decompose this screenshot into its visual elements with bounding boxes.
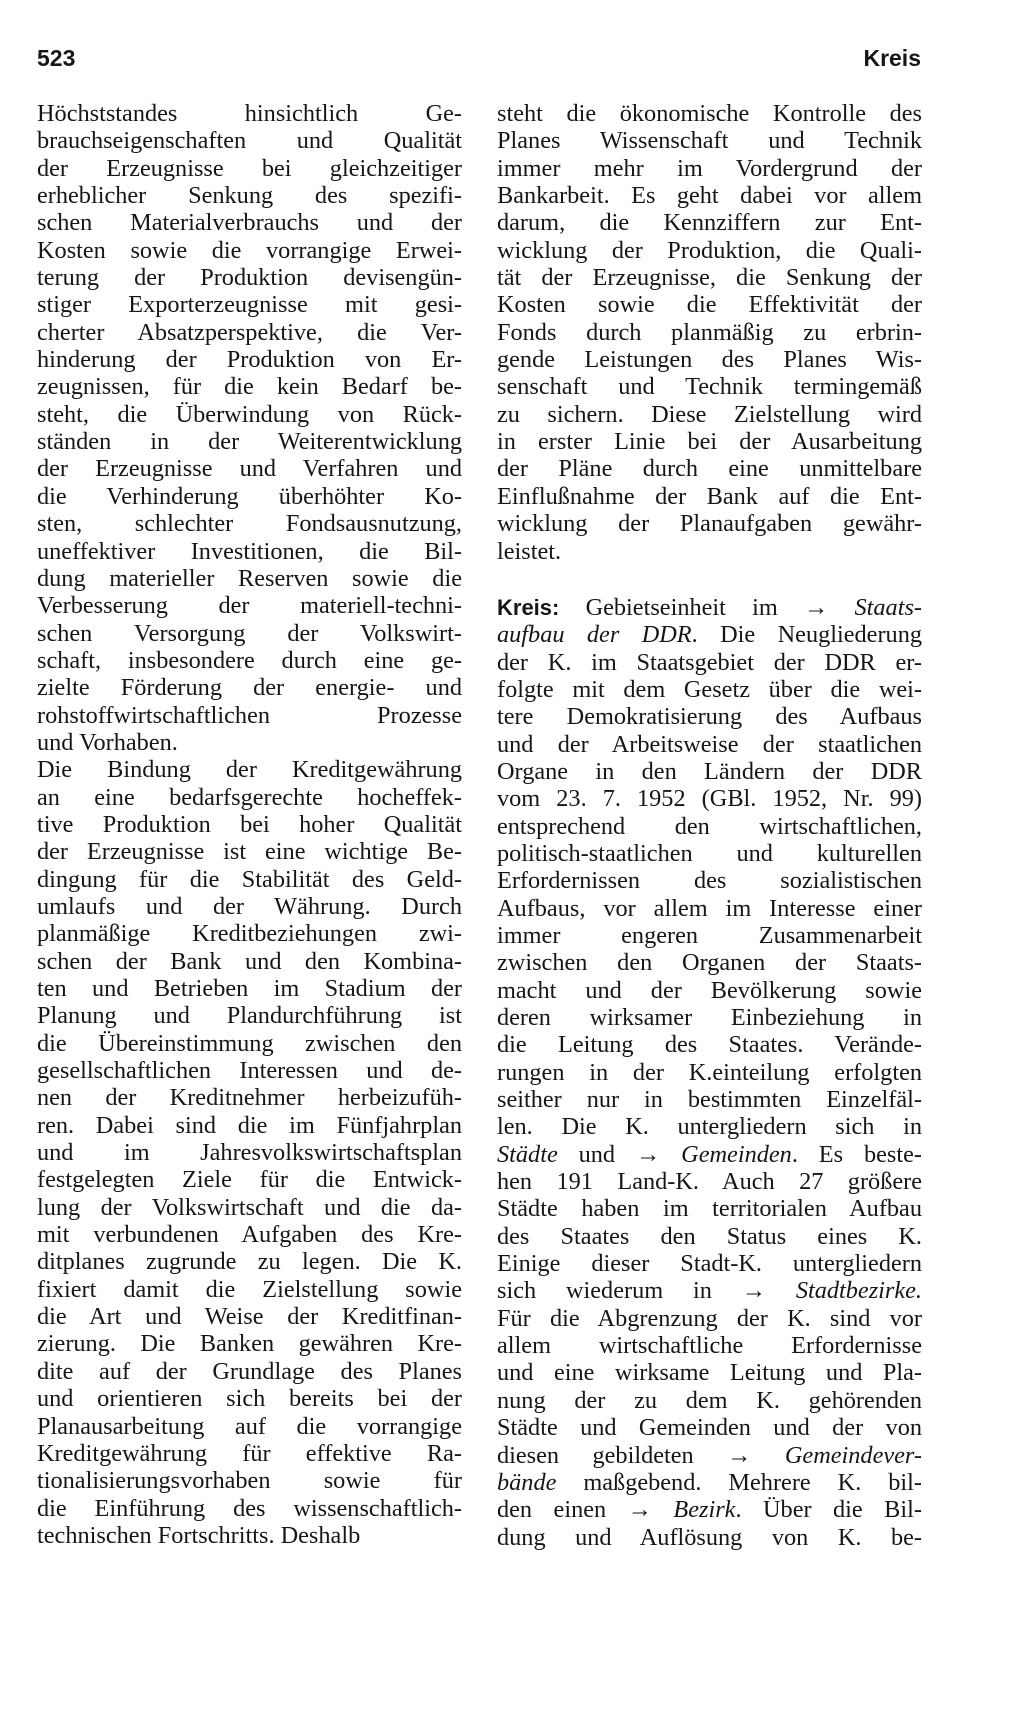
arrow-icon: →: [803, 593, 829, 621]
text-line: Städte und → Gemeinden. Es beste-: [497, 1140, 922, 1168]
text-line: fixiert damit die Zielstellung sowie: [37, 1275, 462, 1303]
text-line: tere Demokratisierung des Aufbaus: [497, 703, 922, 731]
text-line: technischen Fortschritts. Deshalb: [37, 1521, 361, 1549]
text-line: schen der Bank und den Kombina-: [37, 947, 462, 975]
text-line: festgelegten Ziele für die Entwick-: [37, 1166, 462, 1194]
text-line: Planes Wissenschaft und Technik: [497, 127, 922, 155]
text-line: steht, die Überwindung von Rück-: [37, 400, 462, 428]
text-line: darum, die Kennziffern zur Ent-: [497, 209, 922, 237]
text-line: Verbesserung der materiell-techni-: [37, 592, 462, 620]
text-line: schaft, insbesondere durch eine ge-: [37, 646, 462, 674]
text-line: Kreis: Gebietseinheit im → Staats-: [497, 593, 922, 621]
text-line: entsprechend den wirtschaftlichen,: [497, 812, 922, 840]
text-line: rungen in der K.einteilung erfolgten: [497, 1058, 922, 1086]
arrow-icon: →: [627, 1496, 652, 1524]
text-line: zierung. Die Banken gewähren Kre-: [37, 1330, 462, 1358]
cross-reference: bände: [497, 1468, 557, 1496]
entry-spacer: [497, 565, 922, 594]
running-head: Kreis: [863, 45, 921, 71]
text-line: tive Produktion bei hoher Qualität: [37, 810, 462, 838]
text-line: Höchststandes hinsichtlich Ge-: [37, 100, 462, 127]
text-line: ditplanes zugrunde zu legen. Die K.: [37, 1248, 462, 1276]
text-line: der Erzeugnisse und Verfahren und: [37, 455, 462, 483]
text-line: steht die ökonomische Kontrolle des: [497, 100, 922, 127]
text-line: wicklung der Produktion, die Quali-: [497, 236, 922, 264]
text-line: erheblicher Senkung des spezifi-: [37, 182, 462, 210]
text-line: macht und der Bevölkerung sowie: [497, 976, 922, 1004]
text-line: umlaufs und der Währung. Durch: [37, 892, 462, 920]
text-line: ten und Betrieben im Stadium der: [37, 975, 462, 1002]
text-line: aufbau der DDR. Die Neugliederung: [497, 621, 922, 649]
text-line: Erfordernissen des sozialistischen: [497, 867, 922, 895]
text-line: und der Arbeitsweise der staatlichen: [497, 730, 922, 758]
text-line: die Einführung des wissenschaftlich-: [37, 1494, 462, 1522]
text-line: zeugnissen, für die kein Bedarf be-: [37, 373, 462, 401]
text-line: allem wirtschaftliche Erfordernisse: [497, 1332, 922, 1360]
text-line: Organe in den Ländern der DDR: [497, 757, 922, 785]
text-line: hen 191 Land-K. Auch 27 größere: [497, 1168, 922, 1196]
text-line: Fonds durch planmäßig zu erbrin-: [497, 318, 922, 346]
text-line: diesen gebildeten → Gemeindever-: [497, 1441, 922, 1469]
text-line: vom 23. 7. 1952 (GBl. 1952, Nr. 99): [497, 785, 922, 813]
text-line: immer mehr im Vordergrund der: [497, 154, 922, 182]
text-line: in erster Linie bei der Ausarbeitung: [497, 428, 922, 456]
text-line: lung der Volkswirtschaft und die da-: [37, 1193, 462, 1221]
text-line: politisch-staatlichen und kulturellen: [497, 839, 922, 867]
text-line: dung und Auflösung von K. be-: [497, 1523, 922, 1551]
right-column: [497, 100, 922, 1551]
text-line: mit verbundenen Aufgaben des Kre-: [37, 1221, 462, 1249]
text-line: der Erzeugnisse ist eine wichtige Be-: [37, 838, 462, 866]
text-line: schen Versorgung der Volkswirt-: [37, 619, 462, 647]
text-line: deren wirksamer Einbeziehung in: [497, 1004, 922, 1031]
text-line: sich wiederum in → Stadtbezirke.: [497, 1277, 922, 1305]
text-line: des Staates den Status eines K.: [497, 1222, 922, 1250]
text-line: brauchseigenschaften und Qualität: [37, 127, 462, 155]
text-line: und Vorhaben.: [37, 728, 178, 756]
text-line: Aufbaus, vor allem im Interesse einer: [497, 894, 922, 922]
text-line: zielte Förderung der energie- und: [37, 674, 462, 702]
text-line: die Art und Weise der Kreditfinan-: [37, 1303, 462, 1331]
text-line: rohstoffwirtschaftlichen Prozesse: [37, 701, 462, 729]
text-line: und orientieren sich bereits bei der: [37, 1385, 462, 1413]
text-line: wicklung der Planaufgaben gewähr-: [497, 510, 922, 538]
text-line: die Leitung des Staates. Verände-: [497, 1031, 922, 1059]
text-line: und eine wirksame Leitung und Pla-: [497, 1359, 922, 1387]
text-line: Bankarbeit. Es geht dabei vor allem: [497, 182, 922, 210]
arrow-icon: →: [741, 1277, 766, 1305]
text-line: die Übereinstimmung zwischen den: [37, 1029, 462, 1057]
text-line: zu sichern. Diese Zielstellung wird: [497, 400, 922, 428]
text-line: Planung und Plandurchführung ist: [37, 1002, 462, 1030]
text-line: seither nur in bestimmten Einzelfäl-: [497, 1086, 922, 1114]
text-line: Planausarbeitung auf die vorrangige: [37, 1412, 462, 1440]
text-line: stiger Exporterzeugnisse mit gesi-: [37, 291, 462, 319]
arrow-icon: →: [635, 1140, 661, 1168]
text-line: Kosten sowie die vorrangige Erwei-: [37, 236, 462, 264]
text-line: gesellschaftlichen Interessen und de-: [37, 1057, 462, 1085]
cross-reference: Städte: [497, 1140, 558, 1168]
text-line: immer engeren Zusammenarbeit: [497, 921, 922, 949]
text-line: schen Materialverbrauchs und der: [37, 209, 462, 237]
text-line: gende Leistungen des Planes Wis-: [497, 346, 922, 374]
text-line: sten, schlechter Fondsausnutzung,: [37, 510, 462, 538]
text-line: uneffektiver Investitionen, die Bil-: [37, 537, 462, 565]
text-line: planmäßige Kreditbeziehungen zwi-: [37, 920, 462, 948]
text-line: Kreditgewährung für effektive Ra-: [37, 1439, 462, 1467]
text-line: dite auf der Grundlage des Planes: [37, 1357, 462, 1385]
text-line: und im Jahresvolkswirtschaftsplan: [37, 1139, 462, 1167]
text-line: nung der zu dem K. gehörenden: [497, 1386, 922, 1414]
text-line: Städte haben im territorialen Aufbau: [497, 1195, 922, 1223]
text-line: Städte und Gemeinden und der von: [497, 1414, 922, 1442]
text-line: folgte mit dem Gesetz über die wei-: [497, 675, 922, 703]
text-line: den einen → Bezirk. Über die Bil-: [497, 1496, 922, 1524]
text-line: senschaft und Technik termingemäß: [497, 373, 922, 401]
cross-reference: Stadtbezirke.: [795, 1277, 922, 1305]
text-line: tät der Erzeugnisse, die Senkung der: [497, 264, 922, 292]
cross-reference: aufbau der DDR: [497, 621, 692, 649]
text-line: hinderung der Produktion von Er-: [37, 346, 462, 374]
text-line: nen der Kreditnehmer herbeizufüh-: [37, 1084, 462, 1112]
text-line: ständen in der Weiterentwicklung: [37, 428, 462, 456]
entry-term: Kreis:: [497, 594, 560, 620]
text-line: der Pläne durch eine unmittelbare: [497, 455, 922, 483]
text-line: Einige dieser Stadt-K. untergliedern: [497, 1250, 922, 1278]
cross-reference: Staats-: [854, 593, 922, 621]
text-line: die Verhinderung überhöhter Ko-: [37, 482, 462, 510]
text-line: der Erzeugnisse bei gleichzeitiger: [37, 154, 462, 182]
text-line: cherter Absatzperspektive, die Ver-: [37, 318, 462, 346]
text-line: ren. Dabei sind die im Fünfjahrplan: [37, 1111, 462, 1139]
cross-reference: Gemeinden: [681, 1140, 792, 1168]
text-line: tionalisierungsvorhaben sowie für: [37, 1467, 462, 1495]
text-line: terung der Produktion devisengün-: [37, 264, 462, 292]
text-line: leistet.: [497, 537, 562, 565]
text-line: bände maßgebend. Mehrere K. bil-: [497, 1468, 922, 1496]
text-line: Die Bindung der Kreditgewährung: [37, 756, 462, 784]
text-line: dingung für die Stabilität des Geld-: [37, 865, 462, 893]
page-number: 523: [37, 45, 76, 71]
text-line: Einflußnahme der Bank auf die Ent-: [497, 482, 922, 510]
cross-reference: Gemeindever-: [784, 1441, 922, 1469]
text-line: an eine bedarfsgerechte hocheffek-: [37, 783, 462, 811]
text-line: der K. im Staatsgebiet der DDR er-: [497, 648, 922, 676]
arrow-icon: →: [727, 1441, 752, 1469]
left-column: [37, 100, 462, 1549]
text-line: Für die Abgrenzung der K. sind vor: [497, 1304, 922, 1332]
text-line: zwischen den Organen der Staats-: [497, 949, 922, 977]
entry-kreis: [497, 594, 922, 1551]
right-column-continuation: [497, 100, 922, 565]
text-line: dung materieller Reserven sowie die: [37, 564, 462, 592]
text-line: len. Die K. untergliedern sich in: [497, 1113, 922, 1141]
cross-reference: Bezirk: [673, 1496, 736, 1524]
text-line: Kosten sowie die Effektivität der: [497, 291, 922, 319]
